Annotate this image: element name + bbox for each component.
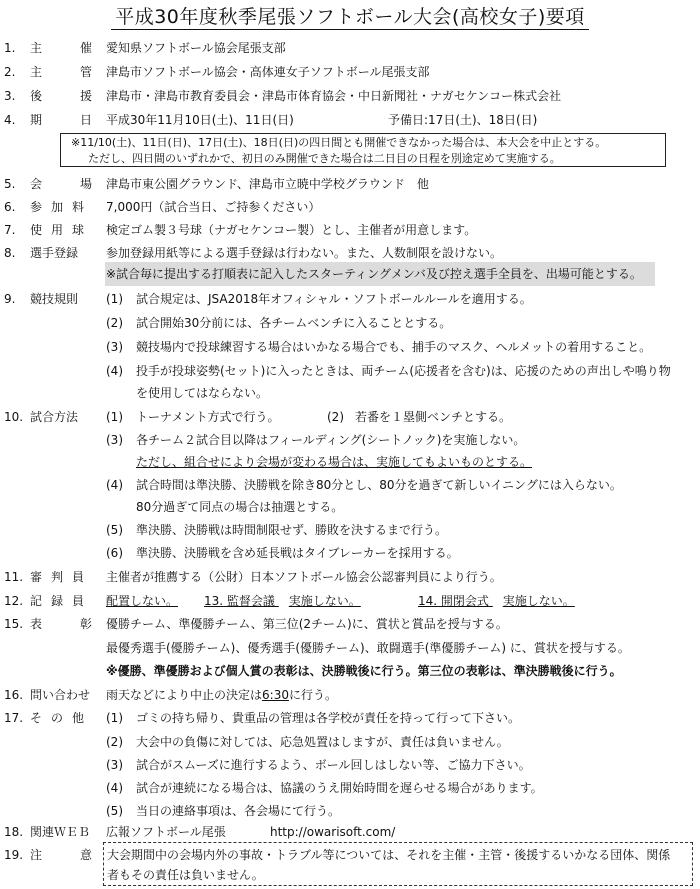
decision-time: 6:30: [262, 688, 289, 702]
item-label: [30, 60, 131, 84]
item-ceremony: [418, 589, 575, 613]
others-item: [0, 753, 700, 777]
inquiry-tail: に行う。: [288, 688, 337, 702]
item-value: 津島市東公園グラウンド、津島市立暁中学校グラウンド 他: [106, 177, 429, 191]
label-text: 選手登録: [30, 246, 79, 260]
sub-number: (4): [106, 781, 123, 795]
sub-text: 試合が連続になる場合は、協議のうえ開始時間を遅らせる場合があります。: [136, 781, 543, 795]
sub-text: 試合時間は準決勝、決勝戦を除き80分とし、80分を過ぎて新しいイニングには入らない。: [136, 478, 622, 492]
item-support: [0, 84, 700, 108]
item-number: 13.: [204, 594, 224, 608]
rules-item: [0, 359, 700, 383]
item-dates: [0, 108, 700, 132]
label-text: 記録員: [30, 594, 94, 608]
date-note-box: [60, 133, 666, 167]
sub-text: 試合規定は、JSA2018年オフィシャル・ソフトボールルールを適用する。: [136, 292, 532, 306]
label-text: 審判員: [30, 570, 94, 584]
item-value: 平成30年11月10日(土)、11日(日): [106, 113, 294, 127]
sub-number: (2): [106, 735, 123, 749]
item-label: [30, 706, 108, 730]
date-note-line: ただし、四日間のいずれかで、初日のみ開催できた場合は二日目の日程を別途定めて実施する。: [88, 152, 561, 165]
item-value: 主催者が推薦する（公財）日本ソフトボール協会公認審判員により行う。: [106, 570, 502, 584]
item-organizer: [0, 36, 700, 60]
reserve-dates: 予備日:17日(土)、18日(日): [388, 113, 538, 127]
item-number: 6.: [4, 200, 16, 214]
item-fee: [0, 195, 700, 219]
item-value: 愛知県ソフトボール協会尾張支部: [106, 41, 286, 55]
item-number: 2.: [4, 65, 16, 79]
item-label: [30, 195, 108, 219]
sub-number: (6): [106, 546, 123, 560]
item-value: 優勝チーム、準優勝チーム、第三位(2チーム)に、賞状と賞品を授与する。: [106, 617, 508, 631]
item-inquiry: [0, 683, 700, 707]
sub-number: (3): [106, 758, 123, 772]
sub-text: 準決勝、決勝戦を含め延長戦はタイブレーカーを採用する。: [136, 546, 459, 560]
sub-number: (2): [327, 410, 344, 424]
item-number: 18.: [4, 825, 24, 839]
item-staffing: [0, 589, 700, 613]
item-number: 15.: [4, 617, 24, 631]
item-ball: [0, 218, 700, 242]
label-text: 試合方法: [30, 410, 79, 424]
others-item: [0, 776, 700, 800]
sub-number: (5): [106, 804, 123, 818]
item-value: 7,000円（試合当日、ご持参ください）: [106, 200, 321, 214]
item-value: 配置しない。: [106, 594, 179, 608]
item-number: 12.: [4, 594, 24, 608]
item-label: [30, 820, 108, 844]
sub-number: (3): [106, 433, 123, 447]
item-value: 津島市ソフトボール協会・高体連女子ソフトボール尾張支部: [106, 65, 430, 79]
item-website: [0, 820, 700, 844]
sub-number: (1): [106, 410, 123, 424]
label-text: 期日: [30, 113, 131, 127]
label-text: 注意: [30, 848, 131, 862]
sub-text: 若番を１塁側ベンチとする。: [355, 410, 512, 424]
sub-text: 大会中の負傷に対しては、応急処置はしますが、責任は負いません。: [136, 735, 509, 749]
item-others: [0, 706, 700, 730]
website-link[interactable]: http://owarisoft.com/: [270, 825, 396, 839]
item-label: [30, 589, 108, 613]
method-item: [0, 518, 700, 542]
label-text: 会場: [30, 177, 131, 191]
item-number: 17.: [4, 711, 24, 725]
item-label: [30, 405, 108, 429]
item-label: [30, 218, 108, 242]
label-text: 使用球: [30, 223, 94, 237]
item-number: 8.: [4, 246, 16, 260]
sub-text: 各チーム２試合目以降はフィールディング(シートノック)を実施しない。: [136, 433, 526, 447]
registration-note: [0, 262, 700, 286]
sub-text: 準決勝、決勝戦は時間制限せず、勝敗を決するまで行う。: [136, 523, 448, 537]
item-awards: [0, 612, 700, 636]
item-number: 14.: [418, 594, 438, 608]
item-number: 1.: [4, 41, 16, 55]
registration-note-text: ※試合毎に提出する打順表に記入したスターティングメンバ及び控え選手全員を、出場可能とする。: [106, 267, 642, 281]
item-number: 11.: [4, 570, 24, 584]
item-value: 最優秀選手(優勝チーム)、優秀選手(優勝チーム)、敢闘選手(準優勝チーム) に、賞状を授与する。: [106, 641, 630, 655]
others-item: [0, 730, 700, 754]
method-item: [0, 428, 700, 452]
inquiry-text: 雨天などにより中止の決定は: [106, 688, 263, 702]
item-value: 広報ソフトボール尾張: [106, 825, 226, 839]
method-item: [0, 473, 700, 497]
sub-number: (3): [106, 340, 123, 354]
item-label: [30, 36, 131, 60]
sub-text: 80分過ぎて同点の場合は抽選とする。: [136, 500, 344, 514]
item-managing: [0, 60, 700, 84]
sub-text: 投手が投球姿勢(セット)に入ったときは、両チーム(応援者を含む)は、応援のための声出しや鳴り物: [136, 364, 671, 378]
label-text: 参加料: [30, 200, 94, 214]
sub-text: ただし、組合せにより会場が変わる場合は、実施してもよいものとする。: [136, 455, 533, 469]
rules-item: [0, 335, 700, 359]
sub-number: (5): [106, 523, 123, 537]
item-value: 実施しない。: [288, 594, 361, 608]
item-label: [30, 565, 108, 589]
item-rules: [0, 287, 700, 311]
item-label: [30, 287, 108, 311]
item-venue: [0, 172, 700, 196]
rules-item: [0, 311, 700, 335]
method-item: [0, 541, 700, 565]
item-number: 16.: [4, 688, 24, 702]
label-text: 後援: [30, 89, 131, 103]
item-value: 検定ゴム製３号球（ナガセケンコー製）とし、主催者が用意します。: [106, 223, 477, 237]
item-value: [106, 683, 337, 707]
item-number: 7.: [4, 223, 16, 237]
method-item-continued: [0, 450, 700, 474]
item-number: 10.: [4, 410, 24, 424]
sub-text: 試合開始30分前には、各チームベンチに入ることとする。: [136, 316, 452, 330]
sub-number: (1): [106, 292, 123, 306]
item-number: 3.: [4, 89, 16, 103]
awards-note-text: ※優勝、準優勝および個人賞の表彰は、決勝戦後に行う。第三位の表彰は、準決勝戦後に行う。: [106, 664, 622, 678]
sub-number: (1): [106, 711, 123, 725]
awards-note: [0, 659, 700, 683]
label-text: 開閉会式: [440, 594, 489, 608]
item-label: [30, 683, 108, 707]
item-managers-meeting: [204, 589, 361, 613]
item-method: [0, 405, 700, 429]
item-label: [30, 84, 131, 108]
sub-text: トーナメント方式で行う。: [136, 410, 280, 424]
item-number: 9.: [4, 292, 16, 306]
label-text: 競技規則: [30, 292, 79, 306]
title-text: 平成30年度秋季尾張ソフトボール大会(高校女子)要項: [111, 6, 589, 30]
item-label: [30, 172, 131, 196]
caution-box: [103, 842, 693, 886]
sub-number: (2): [106, 316, 123, 330]
label-text: 表彰: [30, 617, 131, 631]
item-value: 参加登録用紙等による選手登録は行わない。また、人数制限を設けない。: [106, 246, 503, 260]
item-value: 津島市・津島市教育委員会・津島市体育協会・中日新聞社・ナガセケンコー株式会社: [106, 89, 562, 103]
label-text: 監督会議: [226, 594, 275, 608]
label-text: 主管: [30, 65, 131, 79]
caution-line: 者もその責任は負いません。: [107, 868, 264, 882]
label-text: 主催: [30, 41, 131, 55]
item-label: [30, 108, 131, 132]
label-text: その他: [30, 711, 94, 725]
item-label: [30, 843, 131, 867]
label-text: 問い合わせ: [30, 688, 91, 702]
sub-text: を使用してはならない。: [136, 386, 269, 400]
item-number: 5.: [4, 177, 16, 191]
sub-text: ゴミの持ち帰り、貴重品の管理は各学校が責任を持って行って下さい。: [136, 711, 521, 725]
rules-item-continued: [0, 381, 700, 405]
awards-line: [0, 636, 700, 660]
sub-number: (4): [106, 364, 123, 378]
item-label: [30, 612, 131, 636]
sub-text: 当日の連絡事項は、各会場にて行う。: [136, 804, 341, 818]
sub-number: (4): [106, 478, 123, 492]
document-title: [0, 4, 700, 30]
item-number: 19.: [4, 848, 24, 862]
method-item-continued: [0, 495, 700, 519]
item-umpires: [0, 565, 700, 589]
date-note-line: ※11/10(土)、11日(日)、17日(土)、18日(日)の四日間とも開催できなかった場合は、本大会を中止とする。: [71, 136, 607, 149]
label-text: 関連ＷＥＢ: [30, 825, 91, 839]
sub-text: 競技場内で投球練習する場合はいかなる場合でも、捕手のマスク、ヘルメットの着用すること。: [136, 340, 652, 354]
sub-text: 試合がスムーズに進行するよう、ボール回しはしない等、ご協力下さい。: [136, 758, 531, 772]
item-number: 4.: [4, 113, 16, 127]
caution-line: 大会期間中の会場内外の事故・トラブル等については、それを主催・主管・後援するいかなる団体、関係: [107, 848, 671, 862]
item-value: 実施しない。: [502, 594, 575, 608]
